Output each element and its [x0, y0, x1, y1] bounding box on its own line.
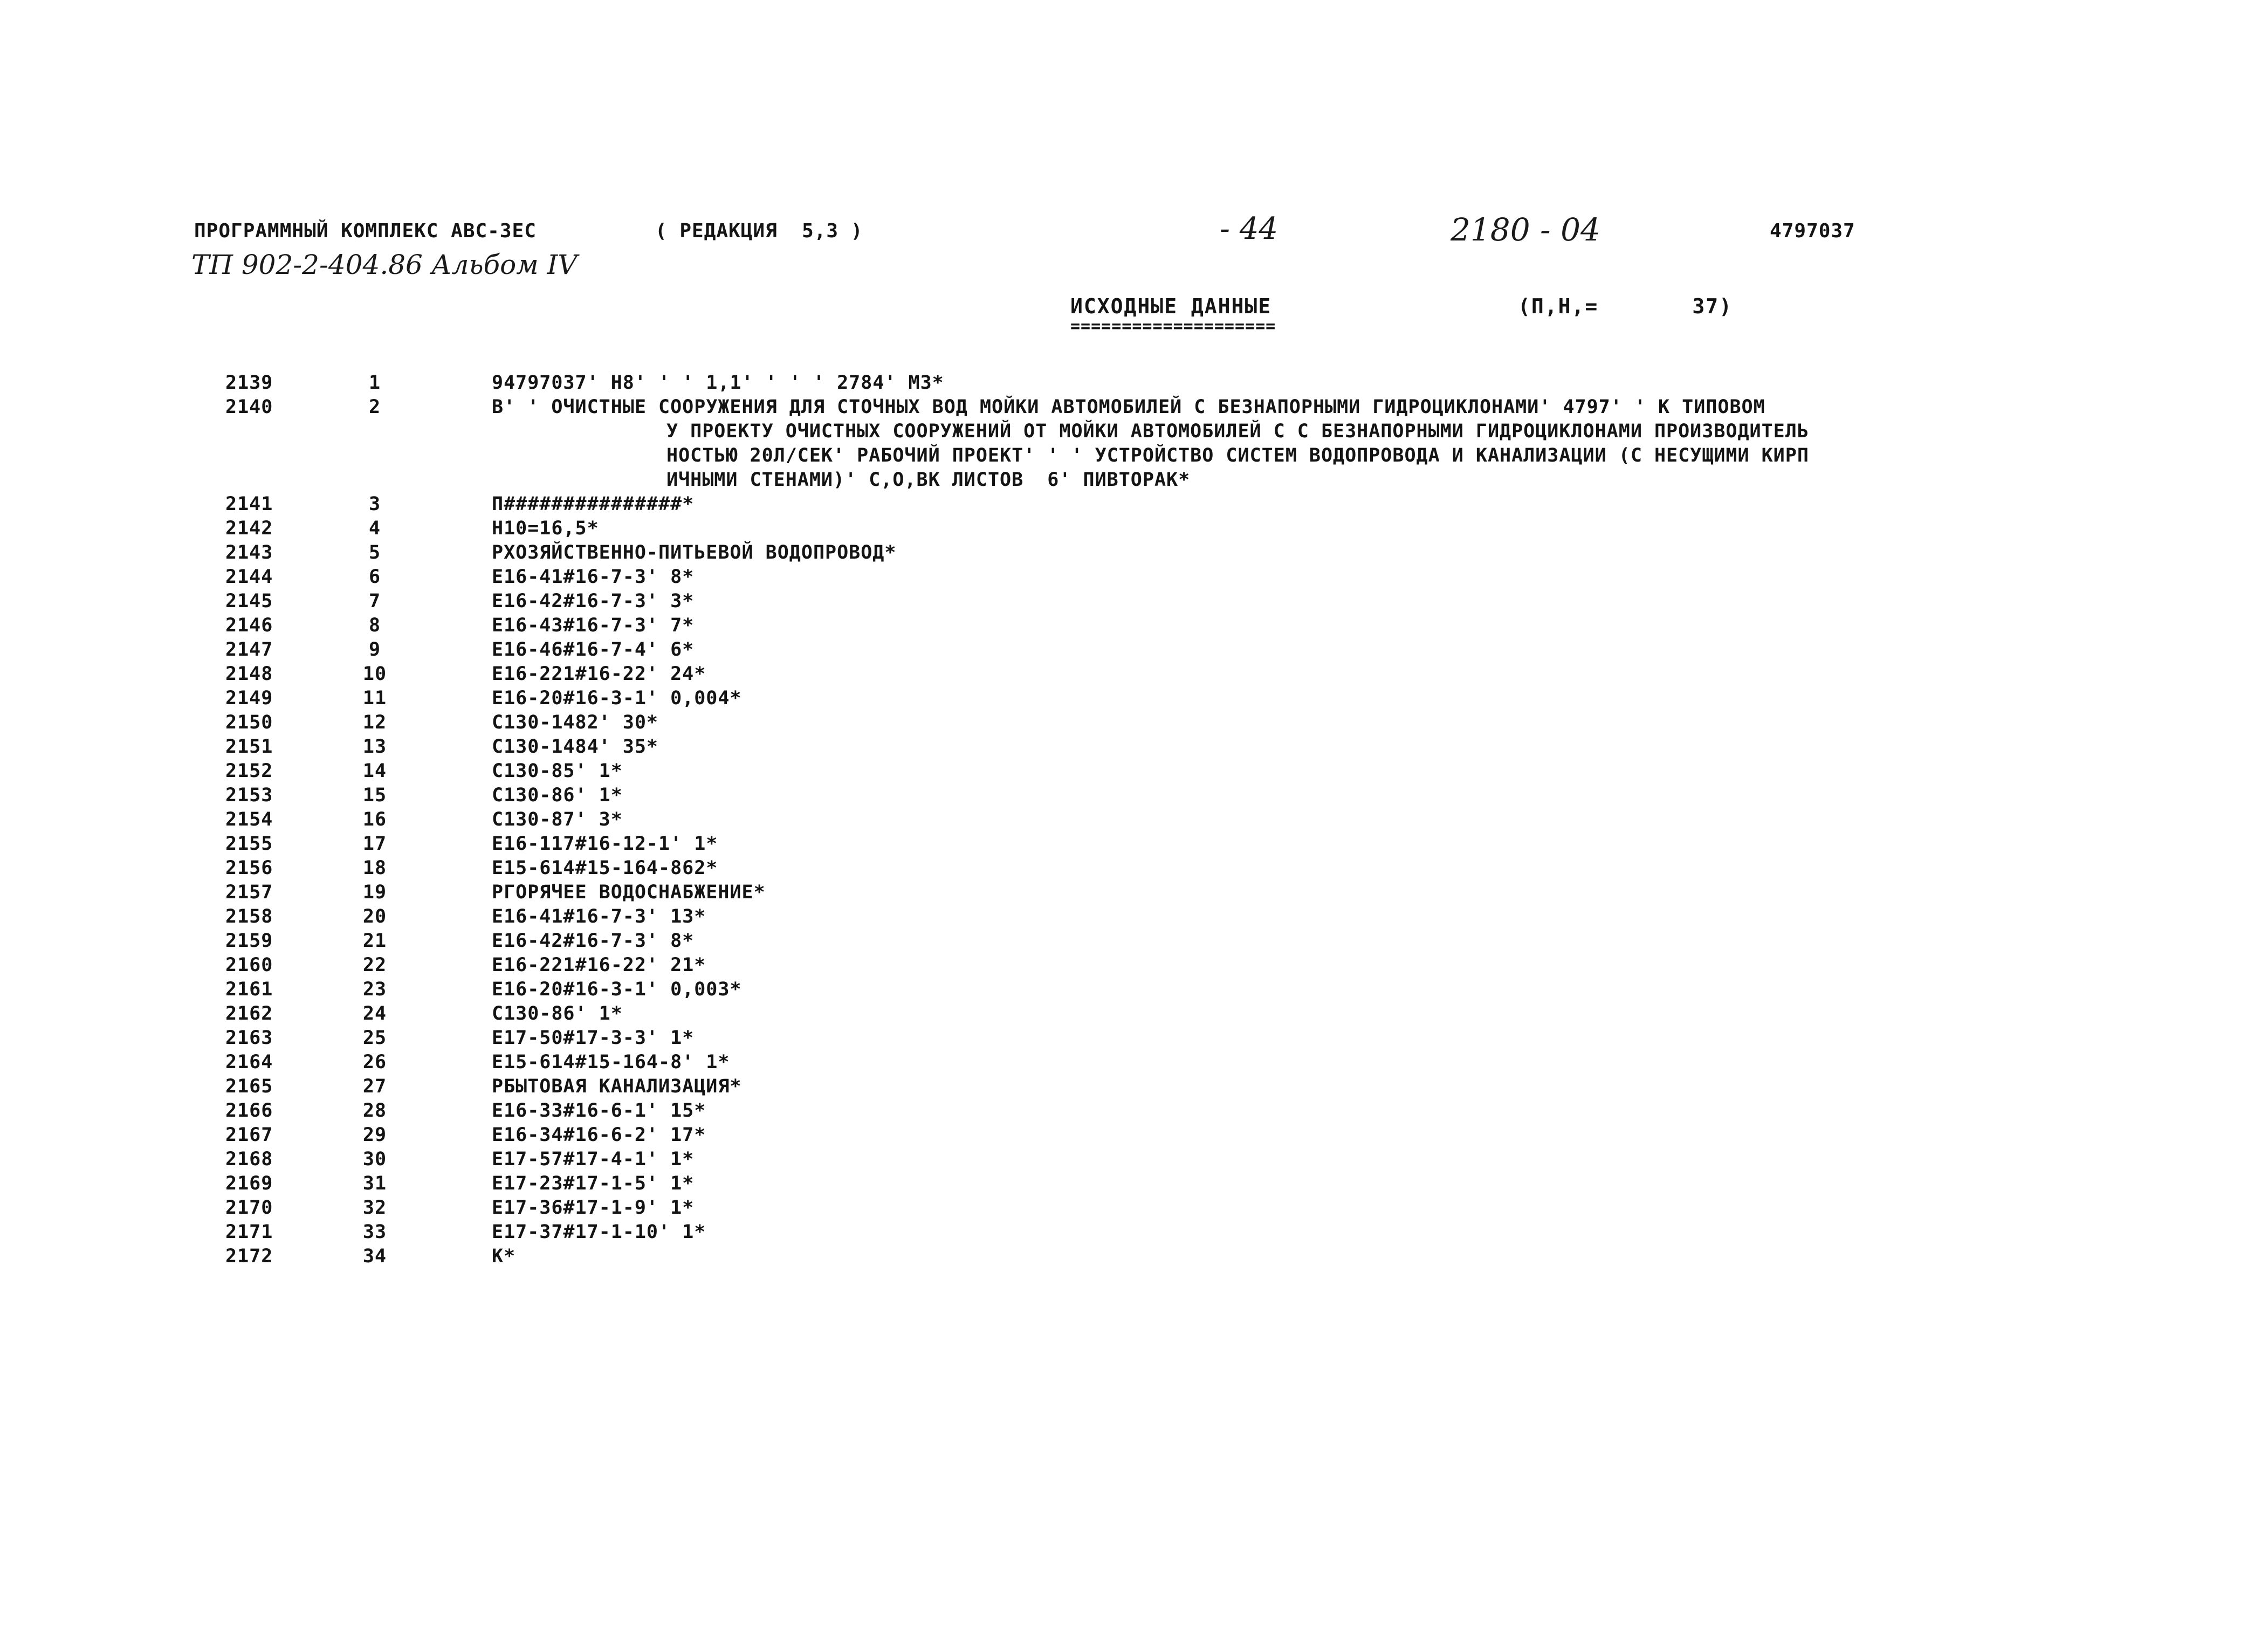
record-text: Е16-43#16-7-3' 7*: [492, 615, 695, 636]
table-row: [0, 881, 2268, 905]
table-row: [0, 686, 2268, 711]
handwritten-code: 2180 - 04: [1451, 211, 1600, 248]
record-text: Е15-614#15-164-8' 1*: [492, 1051, 730, 1073]
sequence-number: 14: [362, 760, 387, 782]
sequence-number: 31: [362, 1173, 387, 1194]
line-number: 2156: [225, 857, 273, 879]
line-number: 2172: [225, 1246, 273, 1267]
line-number: 2153: [225, 785, 273, 806]
record-text: Е15-614#15-164-862*: [492, 857, 718, 879]
sequence-number: 28: [362, 1100, 387, 1122]
table-row: [0, 711, 2268, 735]
record-text-continuation: НОСТЬЮ 20Л/СЕК' РАБОЧИЙ ПРОЕКТ' ' ' УСТРОЙСТВО СИСТЕМ ВОДОПРОВОДА И КАНАЛИЗАЦИИ (С НЕСУЩИМИ КИРП: [666, 445, 1809, 466]
record-text: Е16-20#16-3-1' 0,003*: [492, 979, 742, 1000]
record-text: Е17-37#17-1-10' 1*: [492, 1221, 706, 1243]
table-row: [0, 1050, 2268, 1075]
record-text: Е16-41#16-7-3' 13*: [492, 906, 706, 927]
sequence-number: 24: [362, 1003, 387, 1024]
record-text: С130-85' 1*: [492, 760, 623, 782]
record-text: С130-86' 1*: [492, 1003, 623, 1024]
record-text: Н10=16,5*: [492, 518, 599, 539]
record-text: С130-1482' 30*: [492, 712, 659, 733]
record-text: С130-87' 3*: [492, 809, 623, 830]
table-row: [0, 856, 2268, 881]
table-row: [0, 1002, 2268, 1026]
sequence-number: 2: [368, 396, 381, 418]
sequence-number: 26: [362, 1051, 387, 1073]
line-number: 2145: [225, 590, 273, 612]
handwritten-album-reference: ТП 902-2-404.86 Альбом IV: [191, 249, 578, 280]
record-text: Е17-50#17-3-3' 1*: [492, 1027, 695, 1049]
table-row: [0, 783, 2268, 808]
sequence-number: 21: [362, 930, 387, 952]
table-row: [0, 1172, 2268, 1196]
record-text: 94797037' Н8' ' ' 1,1' ' ' ' 2784' МЗ*: [492, 372, 944, 394]
line-number: 2148: [225, 663, 273, 685]
sequence-number: 8: [368, 615, 381, 636]
line-number: 2171: [225, 1221, 273, 1243]
table-row: [0, 1026, 2268, 1050]
line-number: 2151: [225, 736, 273, 758]
sequence-number: 34: [362, 1246, 387, 1267]
record-text: Е16-42#16-7-3' 3*: [492, 590, 695, 612]
line-number: 2154: [225, 809, 273, 830]
line-number: 2161: [225, 979, 273, 1000]
sequence-number: 12: [362, 712, 387, 733]
sequence-number: 9: [368, 639, 381, 661]
table-row: [0, 638, 2268, 662]
line-number: 2141: [225, 493, 273, 515]
table-row: [0, 1196, 2268, 1220]
line-number: 2167: [225, 1124, 273, 1146]
table-row: [0, 1244, 2268, 1269]
sequence-number: 11: [362, 687, 387, 709]
edition-label: ( РЕДАКЦИЯ 5,3 ): [655, 220, 863, 242]
line-number: 2143: [225, 542, 273, 563]
line-number: 2150: [225, 712, 273, 733]
table-row: [0, 953, 2268, 978]
table-row: [0, 1123, 2268, 1147]
line-number: 2152: [225, 760, 273, 782]
sequence-number: 33: [362, 1221, 387, 1243]
line-number: 2170: [225, 1197, 273, 1219]
table-row: [0, 614, 2268, 638]
sequence-number: 7: [368, 590, 381, 612]
record-text-continuation: У ПРОЕКТУ ОЧИСТНЫХ СООРУЖЕНИЙ ОТ МОЙКИ АВТОМОБИЛЕЙ С С БЕЗНАПОРНЫМИ ГИДРОЦИКЛОНАМИ ПРОИЗВОДИТЕЛЬ: [666, 421, 1809, 442]
table-row: [0, 517, 2268, 541]
sequence-number: 20: [362, 906, 387, 927]
line-number: 2168: [225, 1148, 273, 1170]
line-number: 2169: [225, 1173, 273, 1194]
sequence-number: 19: [362, 882, 387, 903]
table-row: [0, 1147, 2268, 1172]
record-text: Е16-117#16-12-1' 1*: [492, 833, 718, 855]
line-number: 2139: [225, 372, 273, 394]
record-text: РХОЗЯЙСТВЕННО-ПИТЬЕВОЙ ВОДОПРОВОД*: [492, 542, 897, 563]
sequence-number: 4: [368, 518, 381, 539]
table-row: [0, 589, 2268, 614]
sequence-number: 1: [368, 372, 381, 394]
table-row: [0, 978, 2268, 1002]
record-text: С130-86' 1*: [492, 785, 623, 806]
record-text: Е16-221#16-22' 21*: [492, 954, 706, 976]
table-row: [0, 565, 2268, 589]
sequence-number: 17: [362, 833, 387, 855]
record-text: Е17-57#17-4-1' 1*: [492, 1148, 695, 1170]
line-number: 2166: [225, 1100, 273, 1122]
sequence-number: 25: [362, 1027, 387, 1049]
record-text: П###############*: [492, 493, 695, 515]
line-number: 2160: [225, 954, 273, 976]
program-title: ПРОГРАММНЫЙ КОМПЛЕКС АВС-3ЕС: [194, 220, 537, 242]
line-number: 2164: [225, 1051, 273, 1073]
record-text: Е17-23#17-1-5' 1*: [492, 1173, 695, 1194]
sequence-number: 30: [362, 1148, 387, 1170]
line-number: 2147: [225, 639, 273, 661]
table-row: [0, 929, 2268, 953]
table-row: [0, 395, 2268, 492]
table-row: [0, 832, 2268, 856]
table-row: [0, 759, 2268, 783]
record-text: Е16-34#16-6-2' 17*: [492, 1124, 706, 1146]
line-number: 2140: [225, 396, 273, 418]
table-row: [0, 541, 2268, 565]
line-number: 2162: [225, 1003, 273, 1024]
line-number: 2158: [225, 906, 273, 927]
table-row: [0, 808, 2268, 832]
section-title-underline: ====================: [1070, 317, 1276, 336]
page-counter: (П,Н,= 37): [1518, 294, 1733, 318]
sequence-number: 23: [362, 979, 387, 1000]
sequence-number: 3: [368, 493, 381, 515]
handwritten-page-number: - 44: [1220, 211, 1278, 246]
sequence-number: 29: [362, 1124, 387, 1146]
document-number: 4797037: [1770, 220, 1855, 242]
line-number: 2157: [225, 882, 273, 903]
sequence-number: 13: [362, 736, 387, 758]
table-row: [0, 905, 2268, 929]
record-text: РГОРЯЧЕЕ ВОДОСНАБЖЕНИЕ*: [492, 882, 766, 903]
sequence-number: 18: [362, 857, 387, 879]
record-text: Е16-46#16-7-4' 6*: [492, 639, 695, 661]
sequence-number: 6: [368, 566, 381, 588]
record-text: В' ' ОЧИСТНЫЕ СООРУЖЕНИЯ ДЛЯ СТОЧНЫХ ВОД МОЙКИ АВТОМОБИЛЕЙ С БЕЗНАПОРНЫМИ ГИДРОЦИКЛОНАМИ' 4797' ' К ТИПОВОМ: [492, 396, 1765, 418]
record-text: РБЫТОВАЯ КАНАЛИЗАЦИЯ*: [492, 1076, 742, 1097]
record-text: Е16-42#16-7-3' 8*: [492, 930, 695, 952]
table-row: [0, 1220, 2268, 1244]
sequence-number: 27: [362, 1076, 387, 1097]
record-text: Е16-221#16-22' 24*: [492, 663, 706, 685]
sequence-number: 15: [362, 785, 387, 806]
sequence-number: 32: [362, 1197, 387, 1219]
record-text-continuation: ИЧНЫМИ СТЕНАМИ)' С,О,ВК ЛИСТОВ 6' ПИВТОРАК*: [666, 469, 1191, 491]
record-text: С130-1484' 35*: [492, 736, 659, 758]
line-number: 2149: [225, 687, 273, 709]
table-row: [0, 1099, 2268, 1123]
record-text: Е17-36#17-1-9' 1*: [492, 1197, 695, 1219]
table-row: [0, 1075, 2268, 1099]
table-row: [0, 371, 2268, 395]
record-text: К*: [492, 1246, 516, 1267]
table-row: [0, 492, 2268, 517]
sequence-number: 10: [362, 663, 387, 685]
sequence-number: 16: [362, 809, 387, 830]
line-number: 2146: [225, 615, 273, 636]
table-row: [0, 735, 2268, 759]
record-text: Е16-41#16-7-3' 8*: [492, 566, 695, 588]
record-text: Е16-20#16-3-1' 0,004*: [492, 687, 742, 709]
table-row: [0, 662, 2268, 686]
line-number: 2159: [225, 930, 273, 952]
line-number: 2165: [225, 1076, 273, 1097]
section-title: ИСХОДНЫЕ ДАННЫЕ: [1070, 294, 1272, 318]
line-number: 2142: [225, 518, 273, 539]
line-number: 2144: [225, 566, 273, 588]
record-text: Е16-33#16-6-1' 15*: [492, 1100, 706, 1122]
line-number: 2155: [225, 833, 273, 855]
sequence-number: 5: [368, 542, 381, 563]
sequence-number: 22: [362, 954, 387, 976]
line-number: 2163: [225, 1027, 273, 1049]
